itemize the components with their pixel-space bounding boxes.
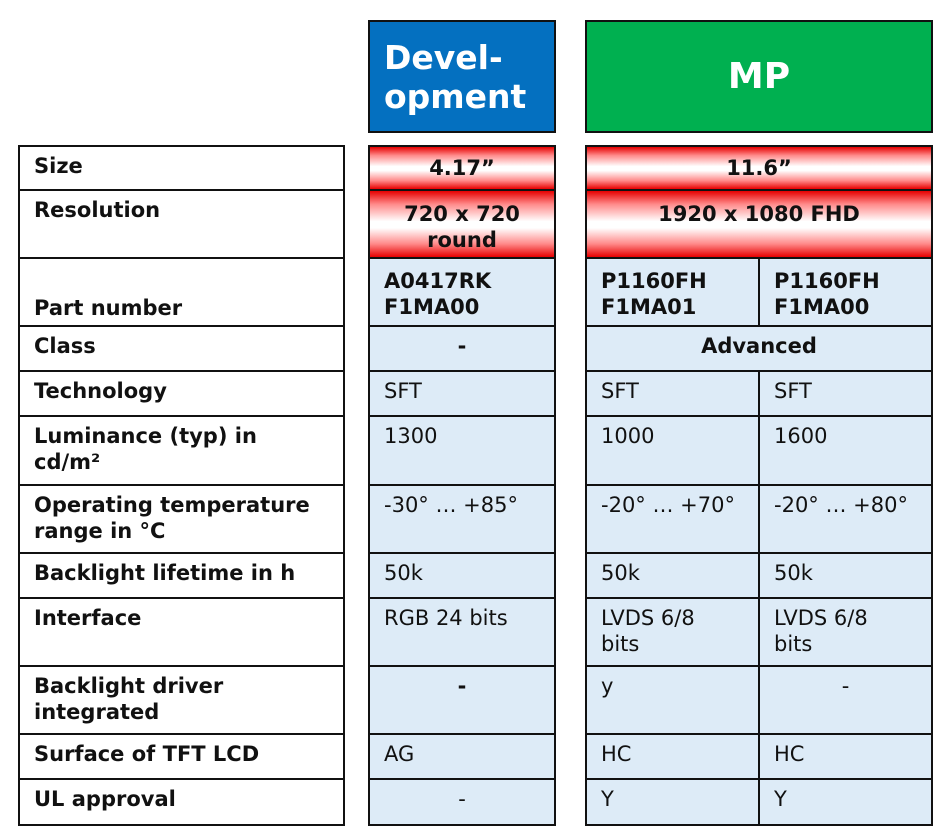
mp-header	[585, 20, 933, 133]
backlight-driver-mp1-cell: y	[585, 665, 760, 735]
row-label-resolution: Resolution	[18, 189, 345, 259]
technology-mp2-cell: SFT	[758, 370, 933, 417]
class-dev-cell: -	[368, 325, 556, 372]
row-label-luminance: Luminance (typ) in cd/m²	[18, 415, 345, 486]
size-mp-cell: 11.6”	[585, 145, 933, 191]
part-number-mp2-cell: P1160FH F1MA00	[758, 257, 933, 327]
part-number-mp1-cell: P1160FH F1MA01	[585, 257, 760, 327]
backlight-lifetime-mp2-cell: 50k	[758, 552, 933, 599]
row-label-technology: Technology	[18, 370, 345, 417]
part-number-dev-cell: A0417RK F1MA00	[368, 257, 556, 327]
surface-mp1-cell: HC	[585, 733, 760, 780]
row-label-surface: Surface of TFT LCD	[18, 733, 345, 780]
backlight-driver-dev-cell: -	[368, 665, 556, 735]
luminance-mp1-cell: 1000	[585, 415, 760, 486]
interface-mp1-cell: LVDS 6/8 bits	[585, 597, 760, 667]
development-header-label: Devel- opment	[384, 37, 527, 116]
backlight-driver-mp2-cell: -	[758, 665, 933, 735]
row-label-ul-approval: UL approval	[18, 778, 345, 826]
temperature-mp1-cell: -20° … +70°	[585, 484, 760, 554]
row-label-interface: Interface	[18, 597, 345, 667]
interface-mp2-cell: LVDS 6/8 bits	[758, 597, 933, 667]
luminance-dev-cell: 1300	[368, 415, 556, 486]
ul-approval-mp1-cell: Y	[585, 778, 760, 826]
temperature-mp2-cell: -20° … +80°	[758, 484, 933, 554]
luminance-mp2-cell: 1600	[758, 415, 933, 486]
development-header	[368, 20, 556, 133]
row-label-backlight-driver: Backlight driver integrated	[18, 665, 345, 735]
backlight-lifetime-mp1-cell: 50k	[585, 552, 760, 599]
row-label-class: Class	[18, 325, 345, 372]
surface-mp2-cell: HC	[758, 733, 933, 780]
row-label-part-number: Part number	[18, 257, 345, 327]
row-label-size: Size	[18, 145, 345, 191]
row-label-backlight-lifetime: Backlight lifetime in h	[18, 552, 345, 599]
technology-mp1-cell: SFT	[585, 370, 760, 417]
row-label-operating-temperature: Operating temperature range in °C	[18, 484, 345, 554]
ul-approval-mp2-cell: Y	[758, 778, 933, 826]
backlight-lifetime-dev-cell: 50k	[368, 552, 556, 599]
surface-dev-cell: AG	[368, 733, 556, 780]
temperature-dev-cell: -30° … +85°	[368, 484, 556, 554]
size-dev-cell: 4.17”	[368, 145, 556, 191]
resolution-mp-cell: 1920 x 1080 FHD	[585, 189, 933, 259]
interface-dev-cell: RGB 24 bits	[368, 597, 556, 667]
ul-approval-dev-cell: -	[368, 778, 556, 826]
technology-dev-cell: SFT	[368, 370, 556, 417]
class-mp-cell: Advanced	[585, 325, 933, 372]
mp-header-label: MP	[727, 56, 791, 97]
resolution-dev-cell: 720 x 720 round	[368, 189, 556, 259]
